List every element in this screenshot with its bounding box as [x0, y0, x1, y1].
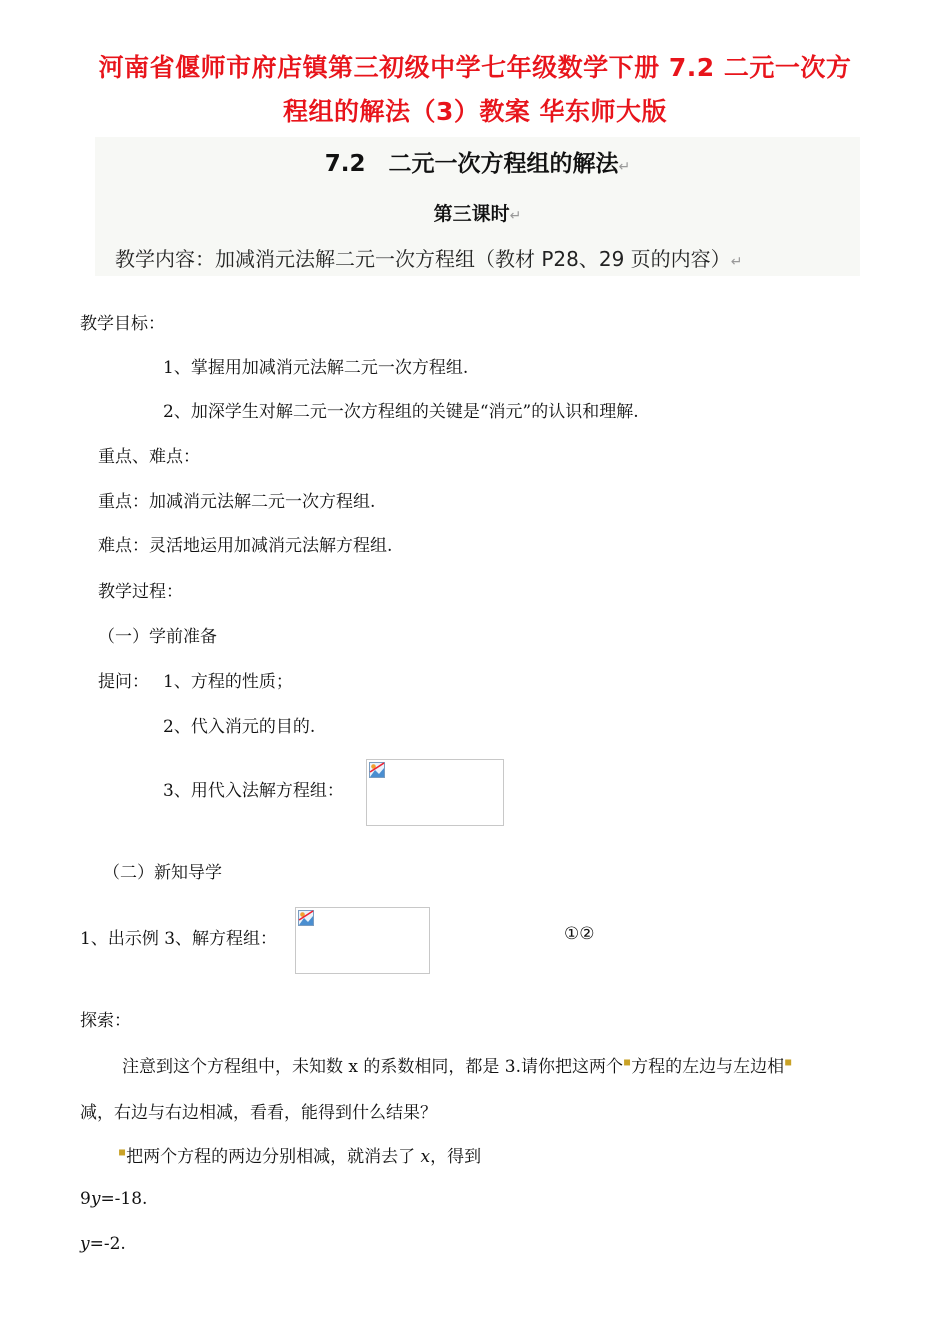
equation-9y — [80, 1189, 147, 1209]
eq1-rhs: =-18. — [100, 1189, 148, 1209]
equation-labels: ①② — [564, 924, 595, 944]
equation-image-placeholder — [366, 759, 504, 826]
explore-paragraph-line-1 — [122, 1052, 792, 1077]
question-2: 2、代入消元的目的. — [163, 717, 316, 737]
banner-lesson-text: 第三课时 — [433, 203, 510, 225]
explore-text-1: 注意到这个方程组中，未知数 x 的系数相同，都是 3.请你把这两个 — [122, 1057, 624, 1077]
section-1-heading: （一）学前准备 — [98, 627, 217, 647]
key-point: 重点：加减消元法解二元一次方程组. — [98, 492, 376, 512]
section-2-heading: （二）新知导学 — [103, 863, 222, 883]
objective-item-1: 1、掌握用加减消元法解二元一次方程组. — [163, 358, 469, 378]
banner-heading — [95, 145, 860, 178]
banner-heading-text: 7.2 二元一次方程组的解法 — [324, 151, 619, 177]
process-heading: 教学过程： — [98, 582, 183, 602]
lesson-banner — [95, 137, 860, 276]
broken-image-icon — [298, 910, 314, 926]
explore-paragraph-line-2: 减，右边与右边相减，看看，能得到什么结果？ — [80, 1103, 437, 1123]
banner-content-text: 教学内容：加减消元法解二元一次方程组（教材 P28、29 页的内容） — [115, 247, 731, 271]
subtract-text-2: ，得到 — [430, 1147, 482, 1167]
paragraph-mark: ↵ — [730, 254, 743, 270]
example-3: 1、出示例 3、解方程组： — [80, 929, 278, 949]
variable-x: x — [420, 1147, 431, 1167]
equation-y — [80, 1234, 126, 1254]
question-3: 3、用代入法解方程组： — [163, 781, 344, 801]
anchor-mark: ▪ — [623, 1054, 632, 1069]
anchor-mark: ▪ — [118, 1144, 127, 1159]
subtract-text-1: 把两个方程的两边分别相减，就消去了 — [126, 1147, 421, 1167]
banner-content — [115, 243, 742, 272]
eq1-variable: y — [90, 1189, 101, 1209]
anchor-mark: ▪ — [784, 1054, 793, 1069]
subtract-paragraph — [118, 1142, 481, 1167]
explore-heading: 探索： — [80, 1011, 131, 1031]
objective-item-2: 2、加深学生对解二元一次方程组的关键是“消元”的认识和理解. — [163, 402, 639, 422]
eq2-variable: y — [80, 1234, 90, 1254]
question-1: 1、方程的性质； — [163, 672, 293, 692]
title-line-1: 河南省偃师市府店镇第三初级中学七年级数学下册 7.2 二元一次方 — [98, 53, 852, 82]
eq1-coef: 9 — [80, 1189, 91, 1209]
paragraph-mark: ↵ — [618, 159, 631, 175]
question-prefix: 提问： — [98, 672, 149, 692]
difficult-point: 难点：灵活地运用加减消元法解方程组. — [98, 536, 393, 556]
broken-image-icon — [369, 762, 385, 778]
title-line-2: 程组的解法（3）教案 华东师大版 — [282, 97, 668, 126]
explore-text-2: 方程的左边与左边相 — [631, 1057, 785, 1077]
eq2-rhs: =-2. — [89, 1234, 126, 1254]
banner-lesson — [95, 199, 860, 226]
objectives-heading: 教学目标： — [80, 314, 165, 334]
paragraph-mark: ↵ — [509, 208, 522, 224]
document-title — [60, 46, 890, 134]
example-image-placeholder — [295, 907, 430, 974]
key-points-heading: 重点、难点： — [98, 447, 200, 467]
